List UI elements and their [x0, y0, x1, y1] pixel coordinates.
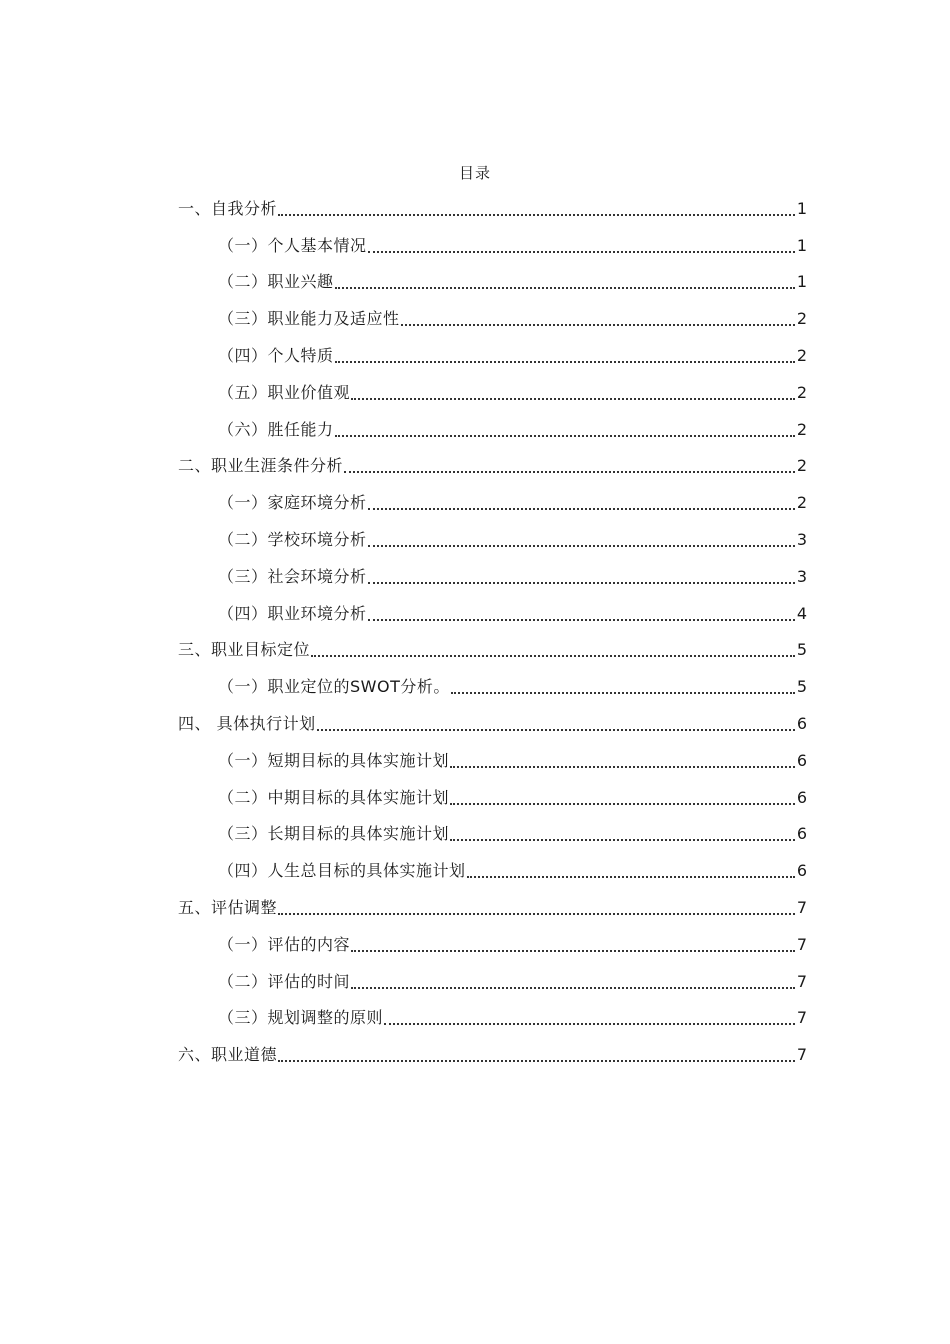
toc-entry-text: （五）职业价值观: [218, 382, 351, 402]
toc-entry-text: （二）评估的时间: [218, 971, 351, 991]
toc-entry[interactable]: [178, 922, 807, 959]
toc-page-number: 7: [796, 971, 807, 991]
toc-entry-text: 六、职业道德: [178, 1045, 278, 1065]
toc-page-number: 2: [796, 382, 807, 402]
toc-dot-leader: [401, 324, 795, 326]
toc-entry-text: （三）长期目标的具体实施计划: [218, 824, 450, 844]
toc-dot-leader: [335, 361, 795, 363]
toc-page-number: 3: [796, 529, 807, 549]
toc-dot-leader: [450, 839, 795, 841]
toc-page-number: 2: [796, 493, 807, 513]
toc-dot-leader: [335, 435, 795, 437]
toc-page-number: 7: [796, 1008, 807, 1028]
toc-entry[interactable]: [178, 775, 807, 812]
toc-dot-leader: [344, 471, 795, 473]
toc-page-number: 6: [796, 750, 807, 770]
toc-entry[interactable]: [178, 848, 807, 885]
toc-page-number: 7: [796, 934, 807, 954]
toc-entry[interactable]: [178, 628, 807, 665]
toc-entry-text: 三、职业目标定位: [178, 640, 311, 660]
toc-entry[interactable]: [178, 738, 807, 775]
toc-dot-leader: [278, 913, 795, 915]
toc-dot-leader: [451, 692, 795, 694]
toc-page-number: 5: [796, 677, 807, 697]
toc-dot-leader: [351, 398, 795, 400]
toc-entry-text: 二、职业生涯条件分析: [178, 456, 344, 476]
toc-entry[interactable]: [178, 517, 807, 554]
toc-page-number: 7: [796, 897, 807, 917]
toc-page-number: 2: [796, 456, 807, 476]
toc-page-number: 4: [796, 603, 807, 623]
toc-dot-leader: [335, 287, 795, 289]
toc-entry[interactable]: [178, 186, 807, 223]
toc-dot-leader: [384, 1023, 795, 1025]
toc-entry[interactable]: [178, 480, 807, 517]
toc-entry-text: （一）个人基本情况: [218, 235, 367, 255]
toc-dot-leader: [278, 1060, 795, 1062]
toc-entry[interactable]: [178, 370, 807, 407]
toc-entry-text: 五、评估调整: [178, 897, 278, 917]
toc-page-number: 1: [796, 198, 807, 218]
toc-entry[interactable]: [178, 444, 807, 481]
toc-entry[interactable]: [178, 885, 807, 922]
toc-entry[interactable]: [178, 812, 807, 849]
toc-page-number: 7: [796, 1045, 807, 1065]
toc-dot-leader: [368, 545, 795, 547]
toc-entry[interactable]: [178, 407, 807, 444]
toc-entry-text: （三）社会环境分析: [218, 566, 367, 586]
toc-entry-text: （三）职业能力及适应性: [218, 309, 400, 329]
toc-entry-text: 四、 具体执行计划: [178, 713, 316, 733]
toc-dot-leader: [450, 803, 795, 805]
toc-entry[interactable]: [178, 554, 807, 591]
toc-entry-text: （一）家庭环境分析: [218, 493, 367, 513]
toc-dot-leader: [450, 766, 795, 768]
toc-page-number: 6: [796, 713, 807, 733]
toc-dot-leader: [351, 987, 795, 989]
toc-entry[interactable]: [178, 1032, 807, 1069]
toc-title: 目录: [458, 164, 491, 182]
toc-entry[interactable]: [178, 959, 807, 996]
toc-entry-text: （四）职业环境分析: [218, 603, 367, 623]
toc-entry[interactable]: [178, 664, 807, 701]
toc-dot-leader: [368, 508, 795, 510]
toc-dot-leader: [278, 214, 795, 216]
toc-page-number: 2: [796, 419, 807, 439]
toc-page-number: 3: [796, 566, 807, 586]
toc-dot-leader: [311, 655, 795, 657]
toc-dot-leader: [368, 251, 795, 253]
toc-page-number: 2: [796, 345, 807, 365]
toc-entry[interactable]: [178, 223, 807, 260]
toc-entry-text: （三）规划调整的原则: [218, 1008, 384, 1028]
toc-entry-text: （六）胜任能力: [218, 419, 334, 439]
toc-page-number: 1: [796, 235, 807, 255]
toc-entry-text: （四）个人特质: [218, 345, 334, 365]
toc-entry-text: （四）人生总目标的具体实施计划: [218, 861, 466, 881]
toc-dot-leader: [368, 582, 795, 584]
toc-entry[interactable]: [178, 591, 807, 628]
toc-dot-leader: [368, 619, 795, 621]
toc-entry[interactable]: [178, 296, 807, 333]
toc-page-number: 6: [796, 787, 807, 807]
toc-entry[interactable]: [178, 996, 807, 1033]
toc-page-number: 5: [796, 640, 807, 660]
toc-entry[interactable]: [178, 260, 807, 297]
toc-page-number: 1: [796, 272, 807, 292]
toc-entry-text: （一）短期目标的具体实施计划: [218, 750, 450, 770]
toc-entry[interactable]: [178, 333, 807, 370]
toc-entry-text: （一）职业定位的SWOT分析。: [218, 677, 450, 697]
toc-dot-leader: [467, 876, 795, 878]
toc-entry-text: （二）学校环境分析: [218, 529, 367, 549]
toc-entry-text: （二）中期目标的具体实施计划: [218, 787, 450, 807]
toc-entry-text: 一、自我分析: [178, 198, 278, 218]
toc-entry-text: （二）职业兴趣: [218, 272, 334, 292]
table-of-contents: [178, 186, 807, 1069]
toc-dot-leader: [317, 729, 795, 731]
toc-entry[interactable]: [178, 701, 807, 738]
toc-page-number: 6: [796, 861, 807, 881]
toc-page-number: 2: [796, 309, 807, 329]
toc-entry-text: （一）评估的内容: [218, 934, 351, 954]
toc-dot-leader: [351, 950, 795, 952]
toc-page-number: 6: [796, 824, 807, 844]
